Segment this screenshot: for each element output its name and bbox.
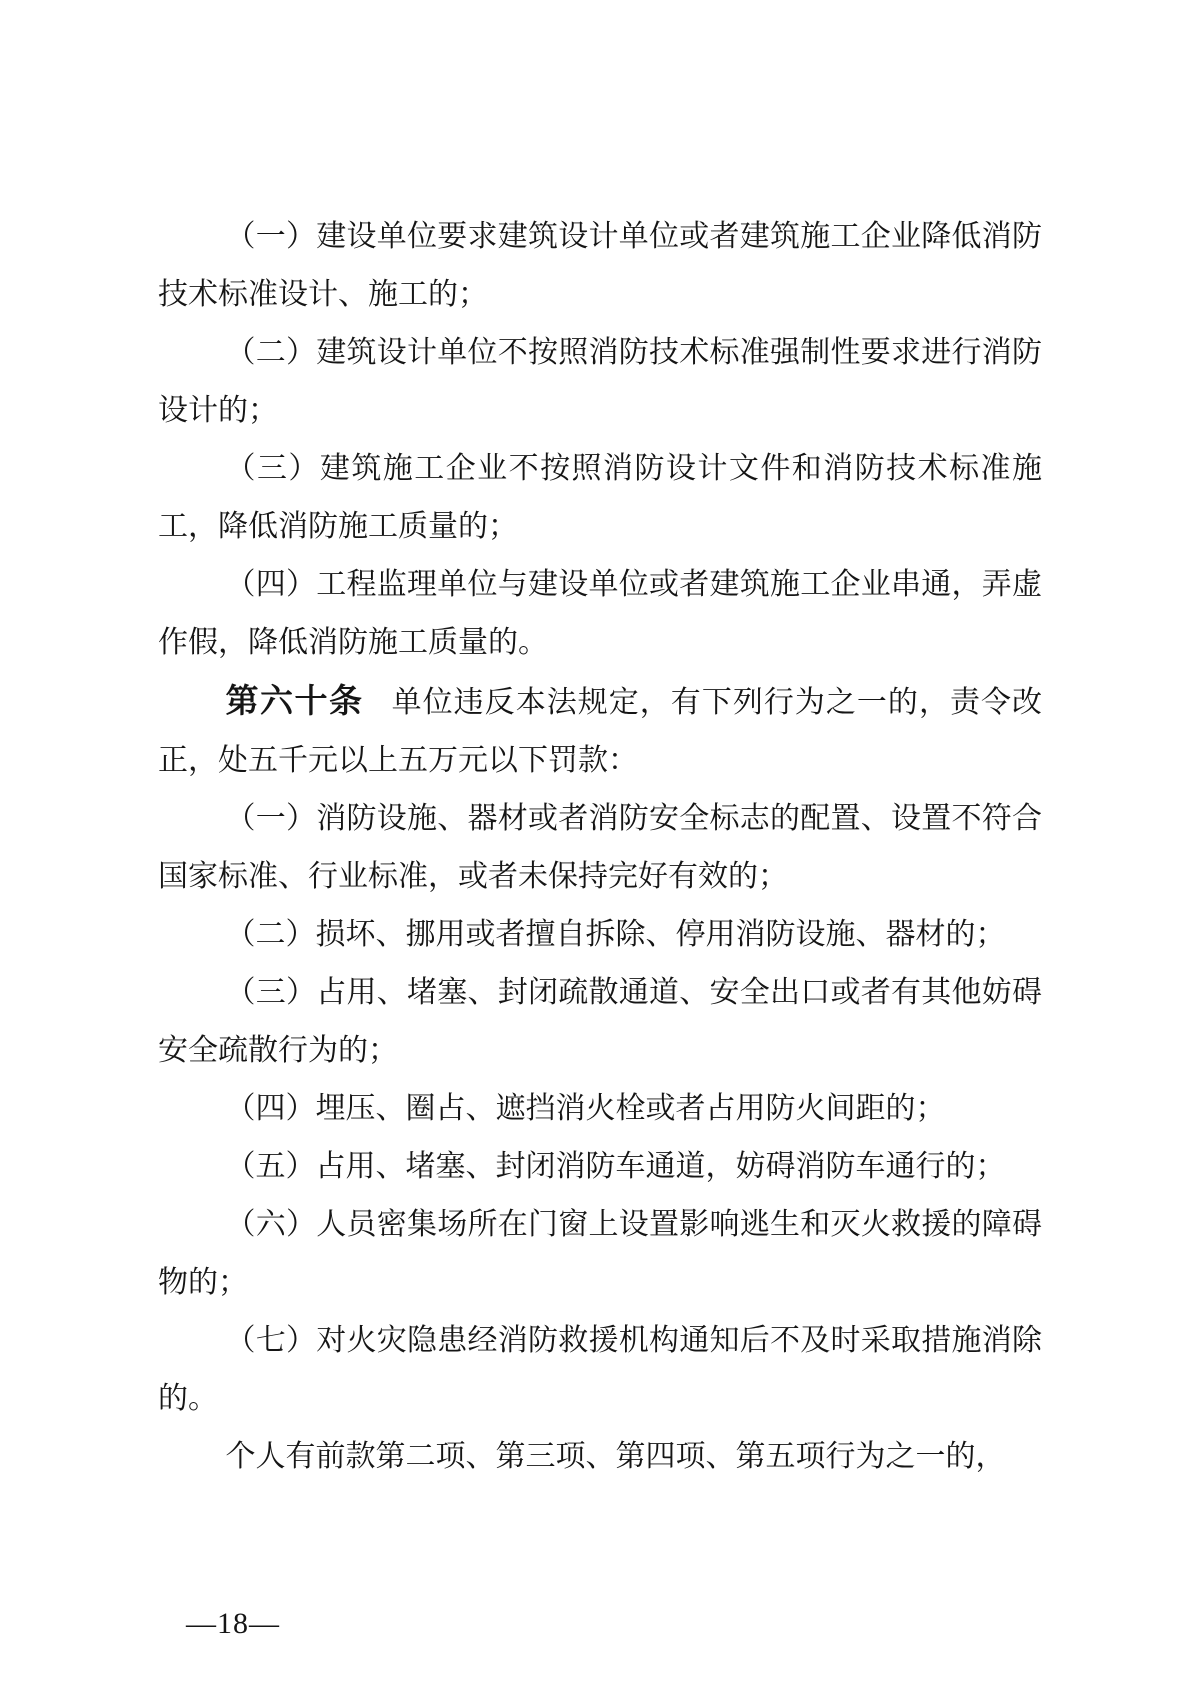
paragraph-subitem-1: （一）消防设施、器材或者消防安全标志的配置、设置不符合国家标准、行业标准，或者未保持完好有效的； [158, 802, 1042, 893]
paragraph-item-3: （三）建筑施工企业不按照消防设计文件和消防技术标准施工，降低消防施工质量的； [158, 452, 1042, 543]
page-number: —18— [186, 1607, 280, 1640]
article-number-label: 第六十条 [225, 682, 364, 719]
paragraph-subitem-3: （三）占用、堵塞、封闭疏散通道、安全出口或者有其他妨碍安全疏散行为的； [158, 976, 1042, 1067]
paragraph-item-1: （一）建设单位要求建筑设计单位或者建筑施工企业降低消防技术标准设计、施工的； [158, 220, 1042, 311]
paragraph-article-60 [158, 672, 1042, 790]
paragraph-item-4: （四）工程监理单位与建设单位或者建筑施工企业串通，弄虚作假，降低消防施工质量的。 [158, 568, 1042, 659]
paragraph-subitem-4: （四）埋压、圈占、遮挡消火栓或者占用防火间距的； [225, 1092, 946, 1125]
paragraph-subitem-2: （二）损坏、挪用或者擅自拆除、停用消防设施、器材的； [225, 918, 1006, 951]
document-body [158, 208, 1042, 1486]
paragraph-item-2: （二）建筑设计单位不按照消防技术标准强制性要求进行消防设计的； [158, 336, 1042, 427]
paragraph-closing: 个人有前款第二项、第三项、第四项、第五项行为之一的， [225, 1440, 1006, 1473]
paragraph-subitem-5: （五）占用、堵塞、封闭消防车通道，妨碍消防车通行的； [225, 1150, 1006, 1183]
paragraph-subitem-7: （七）对火灾隐患经消防救援机构通知后不及时采取措施消除的。 [158, 1324, 1042, 1415]
paragraph-subitem-6: （六）人员密集场所在门窗上设置影响逃生和灭火救援的障碍物的； [158, 1208, 1042, 1299]
article-60-text: 单位违反本法规定，有下列行为之一的，责令改正，处五千元以上五万元以下罚款： [158, 686, 1043, 777]
